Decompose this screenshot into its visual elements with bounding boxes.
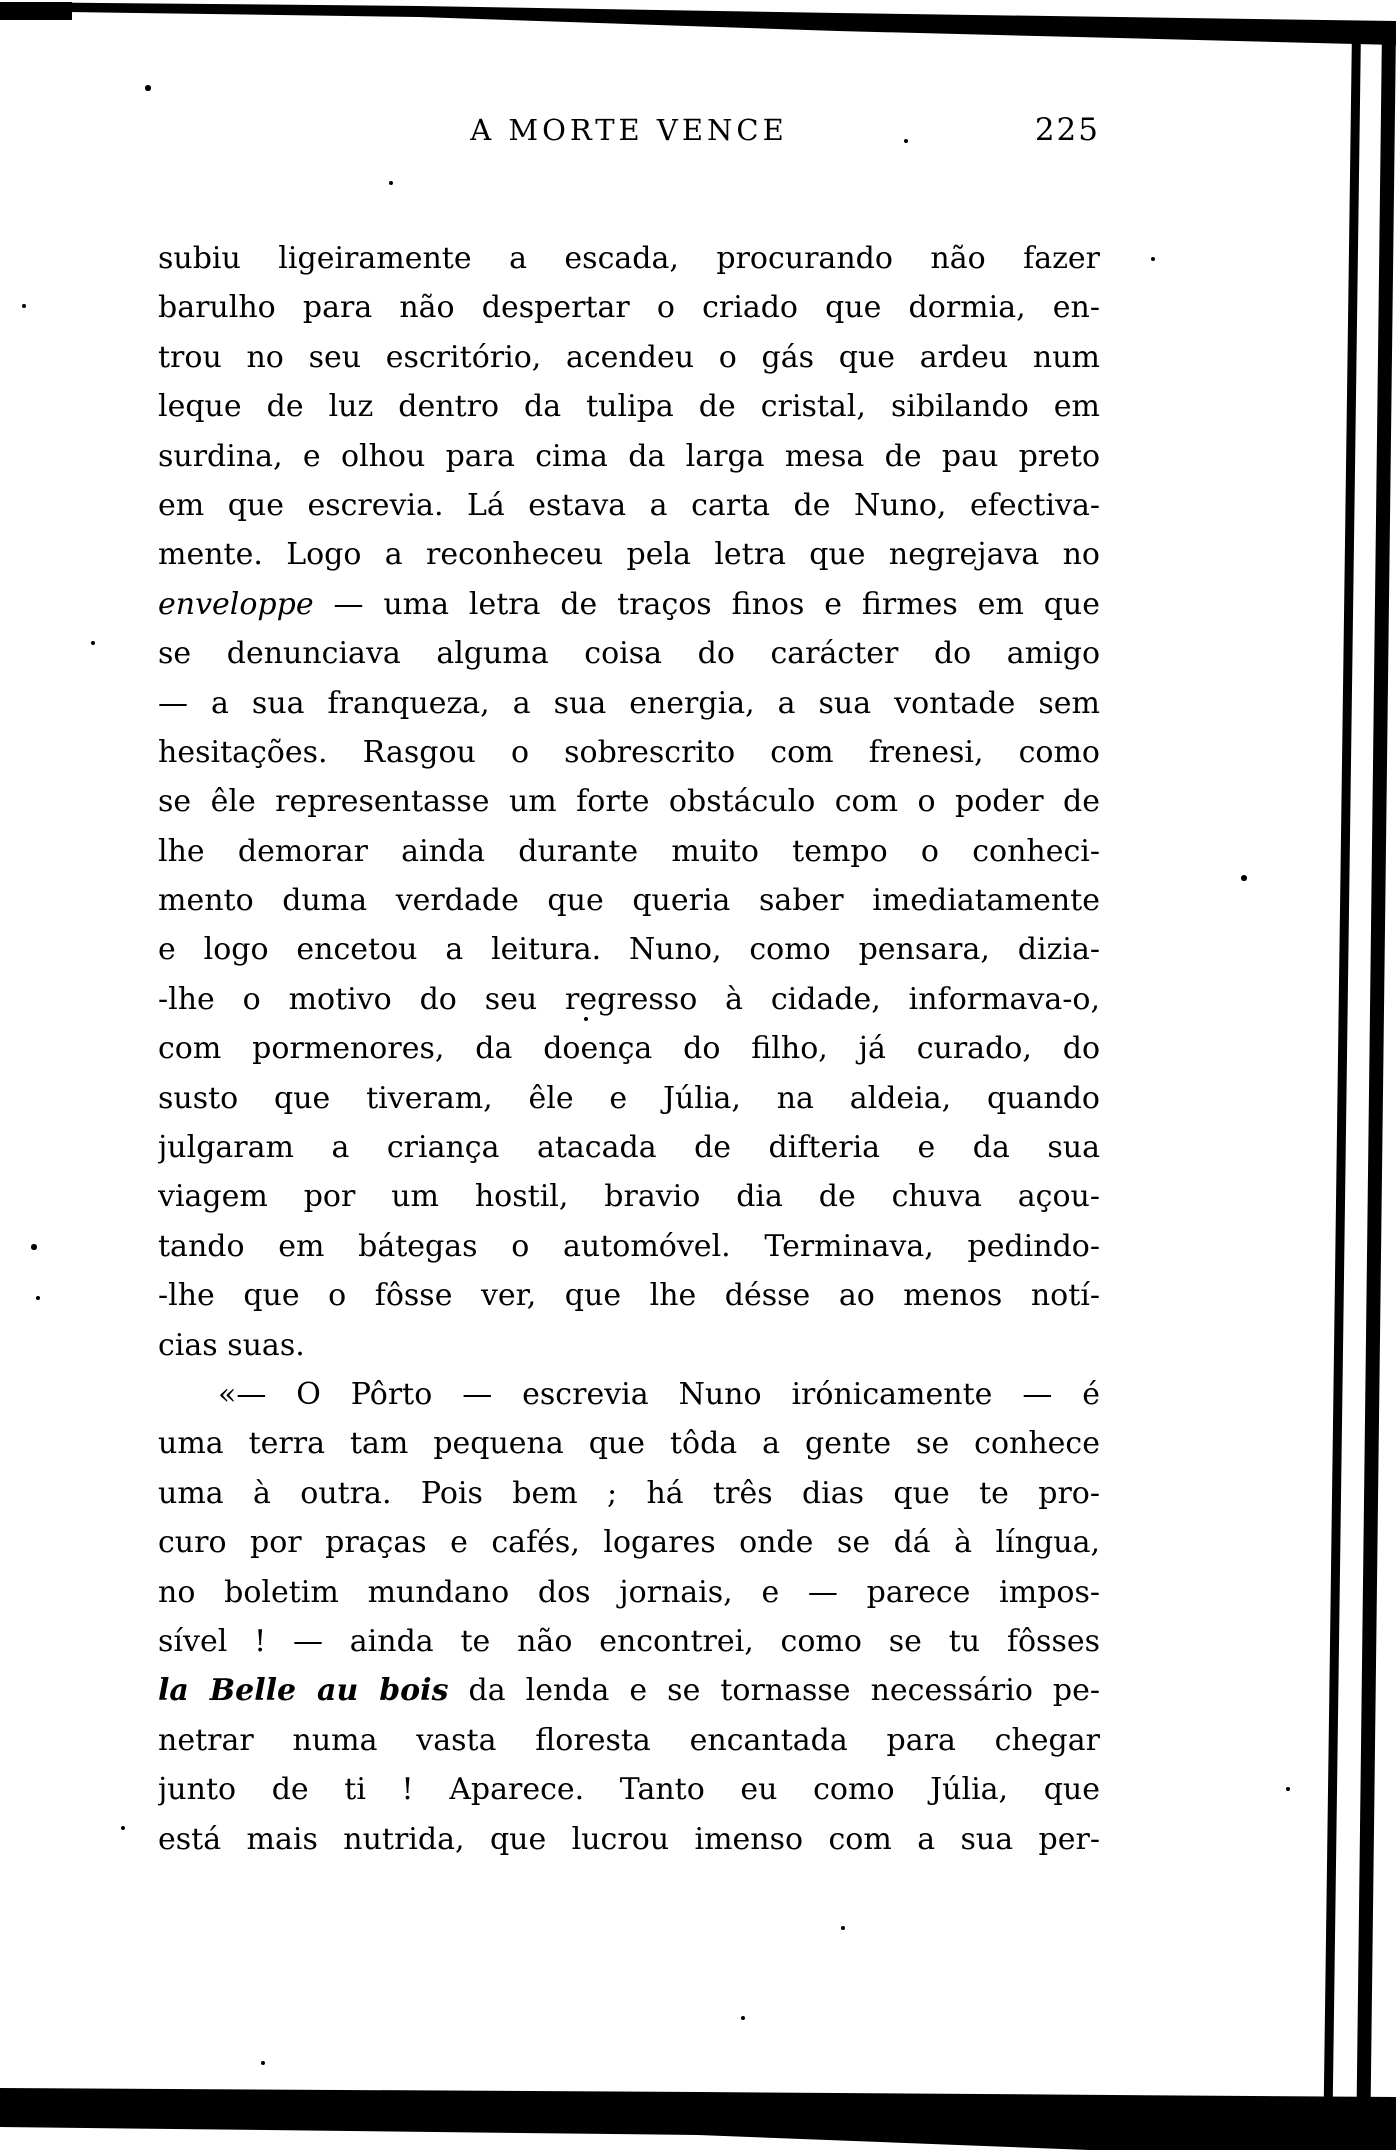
text-line — [158, 1716, 1100, 1765]
text-line — [158, 432, 1100, 481]
text-line — [158, 629, 1100, 678]
text-run: sível ! — ainda te não encontrei, como se tu fôsses — [158, 1623, 1100, 1659]
text-run: em que escrevia. Lá estava a carta de Nuno, efectiva- — [158, 487, 1100, 523]
text-line — [158, 876, 1100, 925]
text-line — [158, 1765, 1100, 1814]
text-run: julgaram a criança atacada de difteria e da sua — [158, 1130, 1100, 1166]
text-run: trou no seu escritório, acendeu o gás que ardeu num — [158, 339, 1100, 375]
text-line — [158, 1518, 1100, 1567]
scan-artifact-top-edge — [0, 0, 1396, 60]
text-run: uma à outra. Pois bem ; há três dias que te pro- — [158, 1475, 1100, 1511]
text-run: se êle representasse um forte obstáculo com o poder de — [158, 784, 1100, 820]
text-run: netrar numa vasta floresta encantada para chegar — [158, 1722, 1100, 1758]
text-line — [158, 1321, 1100, 1370]
running-title: A MORTE VENCE — [470, 113, 788, 147]
text-line — [158, 1419, 1100, 1468]
body-text — [158, 234, 1100, 1864]
text-line — [158, 1568, 1100, 1617]
text-run: susto que tiveram, êle e Júlia, na aldeia, quando — [158, 1080, 1100, 1116]
text-line — [158, 1024, 1100, 1073]
text-line — [158, 1172, 1100, 1221]
italic-text: enveloppe — [158, 586, 314, 622]
text-run: junto de ti ! Aparece. Tanto eu como Júlia, que — [158, 1772, 1100, 1808]
text-line — [158, 1123, 1100, 1172]
text-run: leque de luz dentro da tulipa de cristal, sibilando em — [158, 389, 1100, 425]
text-line — [158, 333, 1100, 382]
text-run: mente. Logo a reconheceu pela letra que negrejava no — [158, 537, 1100, 573]
text-run: hesitações. Rasgou o sobrescrito com frenesi, como — [158, 734, 1100, 770]
text-line — [158, 580, 1100, 629]
text-run: barulho para não despertar o criado que dormia, en- — [158, 290, 1100, 326]
text-run: se denunciava alguma coisa do carácter do amigo — [158, 636, 1100, 672]
text-line — [158, 1370, 1100, 1419]
scan-artifact-gutter-line-inner — [1324, 28, 1361, 2100]
text-line — [158, 1074, 1100, 1123]
text-line — [158, 1271, 1100, 1320]
page-number: 225 — [1034, 112, 1100, 148]
text-line — [158, 1222, 1100, 1271]
text-line — [158, 679, 1100, 728]
text-run: «— O Pôrto — escrevia Nuno irónicamente — é — [218, 1376, 1100, 1412]
text-run: viagem por um hostil, bravio dia de chuva açou- — [158, 1179, 1100, 1215]
text-run: com pormenores, da doença do filho, já curado, do — [158, 1031, 1100, 1067]
text-line — [158, 925, 1100, 974]
text-run: mento duma verdade que queria saber imediatamente — [158, 883, 1100, 919]
text-line — [158, 1666, 1100, 1715]
text-run: tando em bátegas o automóvel. Terminava, pedindo- — [158, 1228, 1100, 1264]
text-run: curo por praças e cafés, logares onde se dá à língua, — [158, 1525, 1100, 1561]
text-line — [158, 975, 1100, 1024]
text-line — [158, 728, 1100, 777]
page-header — [158, 112, 1100, 148]
scan-artifact-bottom-edge — [0, 2078, 1396, 2150]
text-run: surdina, e olhou para cima da larga mesa de pau preto — [158, 438, 1100, 474]
text-run: da lenda e se tornasse necessário pe- — [448, 1673, 1100, 1709]
text-line — [158, 283, 1100, 332]
text-line — [158, 827, 1100, 876]
text-line — [158, 777, 1100, 826]
text-line — [158, 481, 1100, 530]
text-run: no boletim mundano dos jornais, e — parece impos- — [158, 1574, 1100, 1610]
text-run: — uma letra de traços finos e firmes em que — [313, 586, 1100, 622]
text-run: -lhe o motivo do seu regresso à cidade, informava-o, — [158, 981, 1100, 1017]
text-block — [158, 112, 1100, 1864]
text-line — [158, 530, 1100, 579]
bold-italic-text: la Belle au bois — [158, 1673, 449, 1709]
scan-artifact-top-left-corner — [0, 2, 72, 20]
scan-noise-speckles — [0, 0, 2, 2]
text-line — [158, 1815, 1100, 1864]
scan-artifact-gutter-line-outer — [1356, 28, 1396, 2150]
text-run: subiu ligeiramente a escada, procurando não fazer — [158, 241, 1100, 276]
text-run: -lhe que o fôsse ver, que lhe désse ao menos notí- — [158, 1278, 1100, 1314]
text-run: uma terra tam pequena que tôda a gente se conhece — [158, 1426, 1100, 1462]
text-run: está mais nutrida, que lucrou imenso com a sua per- — [158, 1821, 1100, 1857]
text-run: — a sua franqueza, a sua energia, a sua vontade sem — [158, 685, 1100, 721]
text-line — [158, 1469, 1100, 1518]
text-line — [158, 234, 1100, 283]
text-run: lhe demorar ainda durante muito tempo o conheci- — [158, 833, 1100, 869]
text-run: cias suas. — [158, 1327, 305, 1363]
text-run: e logo encetou a leitura. Nuno, como pensara, dizia- — [158, 932, 1100, 968]
text-line — [158, 382, 1100, 431]
text-line — [158, 1617, 1100, 1666]
